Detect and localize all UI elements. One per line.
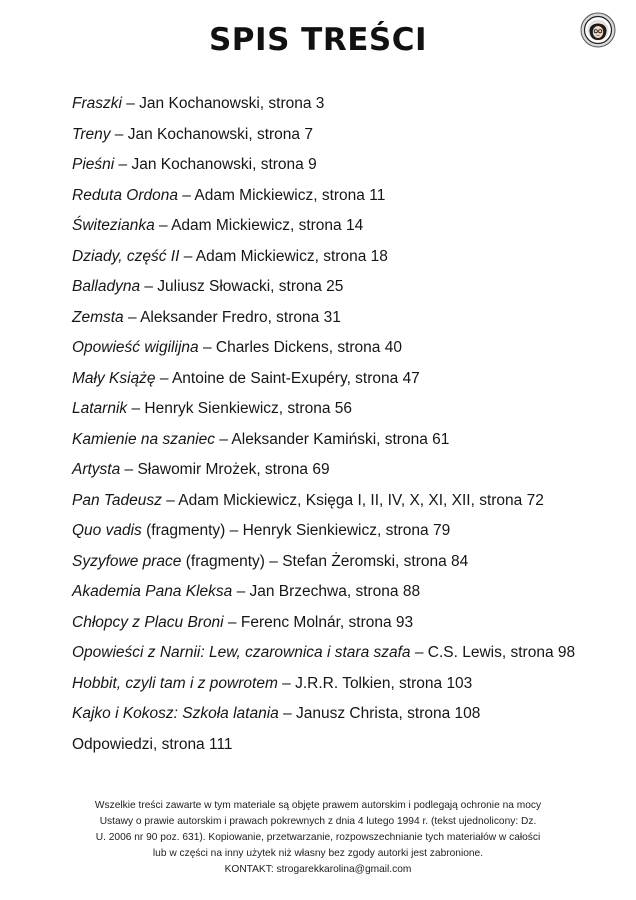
toc-entry-title: Świtezianka — [72, 217, 155, 234]
toc-entry-title: Kajko i Kokosz: Szkoła latania — [72, 705, 279, 722]
toc-entry-details: – C.S. Lewis, strona 98 — [410, 644, 576, 661]
toc-entry-details: – Jan Kochanowski, strona 3 — [121, 95, 325, 112]
toc-entry-title: Mały Książę — [72, 369, 156, 387]
toc-entry — [72, 519, 612, 550]
toc-entry-title: Opowieść wigilijna — [72, 339, 199, 356]
toc-entry-details: – Adam Mickiewicz, strona 18 — [179, 247, 388, 265]
contact-line: KONTAKT: strogarekkarolina@gmail.com — [224, 864, 412, 875]
toc-entry — [72, 245, 612, 276]
toc-entry-details: Odpowiedzi, strona 111 — [72, 735, 233, 753]
toc-entry-title: Chłopcy z Placu Broni — [72, 613, 224, 631]
copyright-line: Ustawy o prawie autorskim i prawach pokrewnych z dnia 4 lutego 1994 r. (tekst ujednolicony: Dz. — [99, 816, 537, 827]
toc-entry-details: – Ferenc Molnár, strona 93 — [223, 613, 414, 631]
toc-entry-details: – Jan Brzechwa, strona 88 — [232, 583, 421, 600]
toc-entry — [72, 641, 612, 672]
toc-entry — [72, 489, 612, 520]
toc-entry-title: Pieśni — [72, 156, 115, 173]
toc-entry-title: Zemsta — [72, 308, 124, 326]
toc-entry-details: – Charles Dickens, strona 40 — [198, 339, 402, 356]
toc-entry-details: – Adam Mickiewicz, Księga I, II, IV, X, XI, XII, strona 72 — [161, 491, 544, 509]
copyright-notice — [60, 798, 576, 878]
toc-entry — [72, 306, 612, 337]
copyright-line: Wszelkie treści zawarte w tym materiale są objęte prawem autorskim i podlegają ochronie na mocy — [94, 800, 542, 811]
toc-entry — [72, 672, 612, 703]
toc-entry-details: (fragmenty) – Stefan Żeromski, strona 84 — [181, 552, 469, 570]
toc-entry-title: Kamienie na szaniec — [72, 430, 216, 448]
toc-entry-title: Hobbit, czyli tam i z powrotem — [72, 674, 278, 692]
toc-entry-title: Balladyna — [72, 278, 141, 295]
toc-entry-details: – Sławomir Mrożek, strona 69 — [120, 461, 330, 478]
toc-entry — [72, 702, 612, 733]
toc-entry-title: Fraszki — [72, 95, 122, 112]
toc-entry-details: – Aleksander Kamiński, strona 61 — [215, 430, 450, 448]
toc-entry — [72, 458, 612, 489]
toc-entry — [72, 611, 612, 642]
toc-entry-title: Treny — [72, 125, 111, 143]
toc-entry-title: Latarnik — [72, 400, 128, 417]
toc-entry-details: – Adam Mickiewicz, strona 11 — [178, 186, 386, 204]
avatar-logo-icon — [580, 12, 616, 48]
toc-entry-details: – Jan Kochanowski, strona 9 — [114, 156, 317, 173]
toc-entry — [72, 275, 612, 306]
copyright-line: U. 2006 nr 90 poz. 631). Kopiowanie, przetwarzanie, rozpowszechnianie tych materiałów w całości — [95, 832, 541, 843]
toc-entry-details: – Antoine de Saint-Exupéry, strona 47 — [155, 369, 420, 387]
toc-entry-title: Dziady, część II — [72, 247, 180, 265]
toc-entry — [72, 184, 612, 215]
toc-entry-details: – Janusz Christa, strona 108 — [278, 705, 481, 722]
toc-entry — [72, 397, 612, 428]
toc-entry-title: Reduta Ordona — [72, 186, 178, 204]
toc-entry — [72, 214, 612, 245]
toc-entry-details: – Henryk Sienkiewicz, strona 56 — [127, 400, 353, 417]
toc-entry — [72, 428, 612, 459]
toc-entry-title: Quo vadis — [72, 522, 142, 539]
toc-entry — [72, 367, 612, 398]
toc-entry-details: – Aleksander Fredro, strona 31 — [123, 308, 341, 326]
copyright-line: lub w części na inny użytek niż własny bez zgody autorki jest zabronione. — [152, 848, 484, 859]
table-of-contents — [72, 92, 612, 763]
toc-entry-details: – J.R.R. Tolkien, strona 103 — [277, 674, 473, 692]
toc-entry-title: Opowieści z Narnii: Lew, czarownica i stara szafa — [72, 644, 411, 661]
toc-entry — [72, 123, 612, 154]
toc-entry-details: – Adam Mickiewicz, strona 14 — [154, 217, 364, 234]
toc-entry-details: – Jan Kochanowski, strona 7 — [110, 125, 313, 143]
toc-entry-title: Akademia Pana Kleksa — [72, 583, 233, 600]
toc-entry-details: – Juliusz Słowacki, strona 25 — [140, 278, 344, 295]
toc-entry — [72, 336, 612, 367]
toc-entry — [72, 550, 612, 581]
toc-entry-title: Artysta — [72, 461, 121, 478]
toc-entry — [72, 733, 612, 764]
page-title: SPIS TREŚCI — [208, 22, 427, 58]
toc-entry-title: Pan Tadeusz — [72, 491, 162, 509]
toc-entry-title: Syzyfowe prace — [72, 552, 182, 570]
toc-entry — [72, 580, 612, 611]
toc-entry — [72, 153, 612, 184]
toc-entry — [72, 92, 612, 123]
toc-entry-details: (fragmenty) – Henryk Sienkiewicz, strona 79 — [141, 522, 451, 539]
